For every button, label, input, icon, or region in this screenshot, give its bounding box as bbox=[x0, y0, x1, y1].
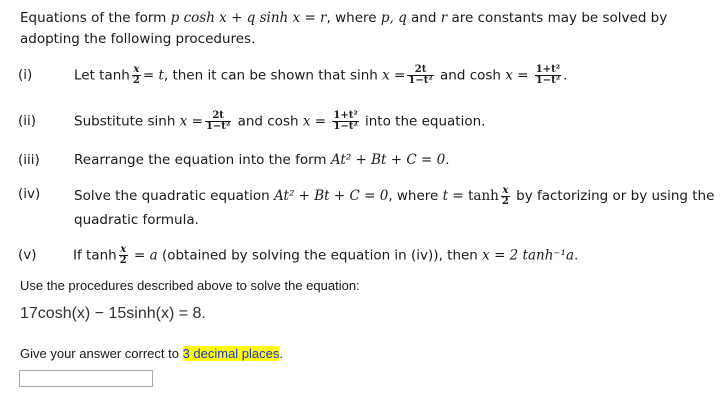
intro-paragraph bbox=[20, 8, 710, 50]
step-1 bbox=[18, 65, 718, 89]
math-expression: x = 2 tanh⁻¹ bbox=[482, 247, 566, 264]
math-expression: At² + Bt + C = 0 bbox=[330, 152, 446, 168]
fraction-denominator: 1−t² bbox=[333, 121, 358, 132]
fraction-denominator: 1−t² bbox=[535, 75, 561, 86]
step-text-part: . bbox=[445, 152, 450, 168]
step-text-part: by factorizing or by using the quadratic formula. bbox=[74, 188, 715, 228]
step-number: (iii) bbox=[18, 152, 40, 168]
intro-text: Equations of the form bbox=[20, 10, 171, 26]
fraction bbox=[407, 65, 433, 86]
fraction-numerator: 1+t² bbox=[333, 110, 358, 121]
step-number: (v) bbox=[18, 247, 37, 263]
fraction-denominator: 1−t² bbox=[408, 75, 433, 86]
fraction bbox=[501, 186, 510, 207]
equation-text: 17cosh(x) − 15sinh(x) = 8. bbox=[20, 305, 206, 322]
fraction bbox=[132, 65, 141, 86]
math-function: tanh bbox=[467, 188, 499, 204]
intro-var-r: r bbox=[440, 10, 448, 26]
step-4 bbox=[18, 184, 718, 230]
step-text-part: Let tanh bbox=[74, 67, 130, 84]
step-text-part: Rearrange the equation into the form bbox=[74, 152, 331, 168]
fraction-numerator: x bbox=[133, 64, 140, 75]
intro-vars: p, q bbox=[380, 10, 407, 26]
step-text-part: into the equation. bbox=[360, 113, 486, 130]
fraction-denominator: 2 bbox=[501, 195, 509, 207]
step-text-part: = bbox=[310, 113, 331, 130]
fraction-numerator: x bbox=[120, 244, 127, 255]
intro-text: , where bbox=[326, 10, 381, 26]
math-var: x bbox=[302, 113, 311, 130]
intro-text: are constants may be solved by adopting the following procedures. bbox=[20, 10, 668, 47]
math-expression: At² + Bt + C = 0 bbox=[274, 188, 389, 204]
fraction bbox=[205, 111, 231, 132]
math-var: a bbox=[565, 247, 575, 264]
precision-text: Give your answer correct to bbox=[20, 346, 183, 361]
fraction bbox=[119, 245, 128, 266]
step-3 bbox=[18, 150, 718, 170]
step-text bbox=[74, 111, 718, 132]
step-text bbox=[73, 245, 717, 266]
step-text bbox=[74, 65, 718, 86]
step-text-part: Solve the quadratic equation bbox=[74, 188, 275, 204]
intro-text: and bbox=[406, 10, 441, 26]
step-text-part: , then it can be shown that sinh bbox=[163, 67, 383, 84]
fraction-denominator: 1−t² bbox=[205, 121, 231, 132]
precision-highlight: 3 decimal places bbox=[182, 346, 280, 361]
math-var: x bbox=[382, 67, 390, 84]
fraction-denominator: 2 bbox=[132, 75, 140, 86]
fraction-numerator: 1+t² bbox=[535, 64, 561, 75]
step-text-part: = bbox=[187, 113, 203, 130]
fraction-denominator: 2 bbox=[119, 255, 127, 266]
step-text-part: and cosh bbox=[233, 113, 303, 130]
precision-instruction bbox=[20, 346, 283, 361]
step-number: (ii) bbox=[18, 113, 37, 129]
math-var: a bbox=[149, 247, 158, 264]
precision-text: . bbox=[279, 346, 284, 361]
step-text-part: (obtained by solving the equation in (iv)), then bbox=[157, 247, 483, 264]
step-5 bbox=[18, 245, 718, 269]
fraction-numerator: 2t bbox=[414, 64, 427, 75]
fraction bbox=[332, 111, 358, 132]
math-var: x bbox=[179, 113, 188, 130]
step-number: (iv) bbox=[18, 186, 41, 202]
step-text-part: = bbox=[512, 67, 533, 84]
fraction bbox=[535, 65, 561, 86]
math-var: t bbox=[158, 67, 164, 84]
step-text bbox=[74, 184, 718, 232]
math-var: x bbox=[505, 67, 513, 84]
step-text bbox=[74, 150, 718, 170]
step-text-part: , where bbox=[388, 188, 443, 204]
fraction-numerator: x bbox=[502, 184, 509, 196]
fraction-numerator: 2t bbox=[212, 110, 224, 121]
step-text-part: . bbox=[563, 67, 568, 84]
step-text-part: = bbox=[129, 247, 150, 264]
step-text-part: = bbox=[389, 67, 406, 84]
step-text-part: and cosh bbox=[435, 67, 506, 84]
step-2 bbox=[18, 111, 718, 135]
math-expression: t = bbox=[442, 188, 468, 204]
instruction-text: Use the procedures described above to solve the equation: bbox=[20, 278, 360, 293]
step-text-part: = bbox=[142, 67, 159, 84]
step-text-part: . bbox=[574, 247, 579, 264]
step-number: (i) bbox=[18, 67, 33, 83]
step-text-part: Substitute sinh bbox=[74, 113, 180, 130]
step-text-part: If tanh bbox=[73, 247, 117, 264]
answer-input[interactable] bbox=[19, 370, 153, 387]
intro-formula: p cosh x + q sinh x = r bbox=[170, 10, 327, 26]
